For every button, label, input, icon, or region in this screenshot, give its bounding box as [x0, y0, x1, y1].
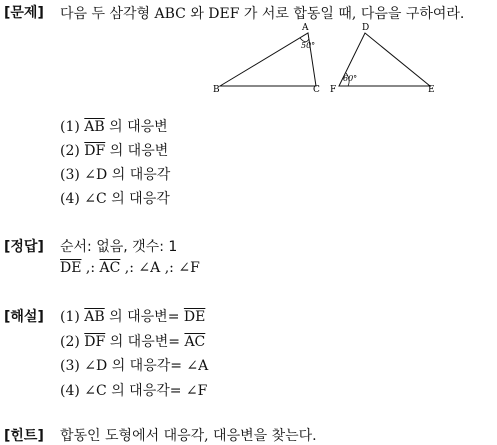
explanation-item-2: (2) $\overline{DF}$ 의 대응변= $\overline{AC}$ — [60, 334, 206, 350]
triangle-abc — [213, 23, 320, 95]
hint-text: 합동인 도형에서 대응각, 대응변을 찾는다. — [60, 428, 317, 444]
problem-item-2: (2) $\overline{DF}$ 의 대응변 — [60, 143, 169, 159]
label-f: F — [330, 85, 337, 95]
answer-tag: [정답] — [4, 239, 44, 255]
explanation-item-1: (1) $\overline{AB}$ 의 대응변= $\overline{DE}$ — [60, 309, 206, 325]
explanation-item-3: (3) ∠D 의 대응각= ∠A — [60, 358, 209, 374]
explanation-tag: [해설] — [4, 309, 44, 325]
explanation-item-4: (4) ∠C 의 대응각= ∠F — [60, 383, 208, 399]
problem-item-4: (4) ∠C 의 대응각 — [60, 191, 170, 207]
answer-line-2: $\overline{DE}$ ,: $\overline{AC}$ ,: ∠A ,: ∠F — [60, 260, 200, 276]
angle-f-label: 60° — [343, 74, 358, 83]
problem-tag: [문제] — [4, 5, 44, 21]
label-a: A — [302, 23, 309, 33]
problem-item-3: (3) ∠D 의 대응각 — [60, 167, 171, 183]
triangle-figure — [205, 18, 445, 98]
label-c: C — [313, 85, 320, 95]
angle-a-label: 50° — [301, 41, 316, 50]
problem-statement: 다음 두 삼각형 ABC 와 DEF 가 서로 합동일 때, 다음을 구하여라. — [60, 6, 465, 22]
hint-tag: [힌트] — [4, 428, 44, 444]
problem-item-1: (1) $\overline{AB}$ 의 대응변 — [60, 119, 168, 135]
label-b: B — [213, 85, 220, 95]
label-e: E — [428, 85, 435, 95]
answer-line-1: 순서: 없음, 갯수: 1 — [60, 239, 178, 255]
triangle-def — [330, 23, 435, 95]
label-d: D — [362, 23, 370, 33]
